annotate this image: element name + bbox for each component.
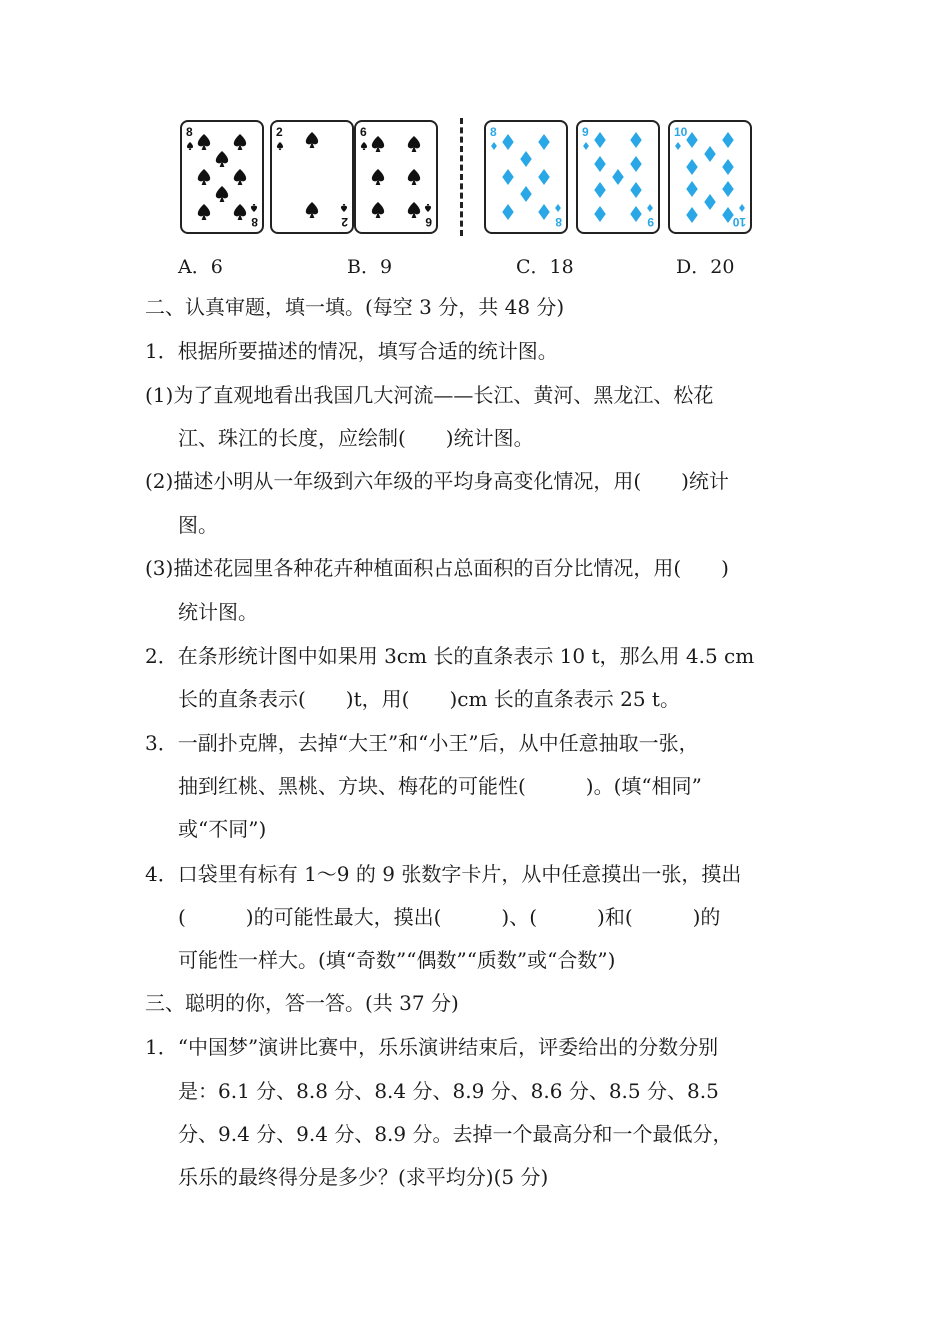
playing-cards-figure	[178, 118, 758, 236]
option-d: D．20	[676, 256, 735, 278]
spade-pip	[306, 202, 318, 218]
spade-pip	[372, 136, 384, 152]
card-diamond-10	[668, 120, 752, 234]
spade-pip	[234, 134, 246, 150]
spade-pip	[198, 204, 210, 220]
card-corner-suit-icon	[675, 142, 681, 150]
spade-pip	[216, 186, 228, 202]
spade-pip	[372, 169, 384, 185]
spade-pip	[234, 204, 246, 220]
diamond-pip	[686, 159, 698, 175]
spade-pip	[198, 169, 210, 185]
diamond-pip	[594, 182, 606, 198]
diamond-pip	[704, 146, 716, 162]
q4-line1: 4．口袋里有标有 1～9 的 9 张数字卡片，从中任意摸出一张，摸出	[145, 862, 742, 886]
diamond-pip	[686, 181, 698, 197]
spade-pip	[408, 202, 420, 218]
diamond-pip	[630, 182, 642, 198]
card-rank-top: 9	[582, 125, 589, 139]
card-spade-6	[354, 120, 438, 234]
spade-pip	[216, 151, 228, 167]
card-corner-suit-icon	[251, 204, 257, 212]
diamond-pip	[502, 204, 514, 220]
q3-line1: 3．一副扑克牌，去掉“大王”和“小王”后，从中任意抽取一张，	[145, 731, 699, 755]
diamond-pip	[612, 169, 624, 185]
diamond-pip	[686, 132, 698, 148]
section3-title: 三、聪明的你，答一答。(共 37 分)	[145, 991, 459, 1015]
diamond-pip	[704, 194, 716, 210]
diamond-pip	[722, 132, 734, 148]
card-face	[670, 122, 750, 232]
diamond-pip	[722, 207, 734, 223]
card-rank-bottom: 10	[732, 215, 746, 229]
card-rank-bottom: 2	[341, 215, 348, 229]
card-corner-suit-icon	[555, 204, 561, 212]
q1-part1-line2: 江、珠江的长度，应绘制( )统计图。	[178, 426, 534, 450]
card-corner-suit-icon	[491, 142, 497, 150]
diamond-pip	[630, 206, 642, 222]
spade-pip	[372, 202, 384, 218]
q1-part1-line1: (1)为了直观地看出我国几大河流——长江、黄河、黑龙江、松花	[145, 383, 714, 407]
diamond-pip	[722, 159, 734, 175]
card-corner-suit-icon	[277, 142, 283, 150]
q4-line3: 可能性一样大。(填“奇数”“偶数”“质数”或“合数”)	[178, 948, 616, 972]
diamond-pip	[630, 156, 642, 172]
q1-stem: 1．根据所要描述的情况，填写合适的统计图。	[145, 339, 558, 363]
spade-pip	[198, 134, 210, 150]
s3-q1-line1: 1．“中国梦”演讲比赛中，乐乐演讲结束后，评委给出的分数分别	[145, 1035, 719, 1059]
q3-line2: 抽到红桃、黑桃、方块、梅花的可能性( )。(填“相同”	[178, 774, 702, 798]
diamond-pip	[594, 156, 606, 172]
diamond-pip	[502, 169, 514, 185]
card-rank-bottom: 6	[425, 215, 432, 229]
card-corner-bottom	[732, 204, 746, 229]
card-rank-top: 10	[674, 125, 688, 139]
card-face	[182, 122, 262, 232]
card-rank-top: 8	[186, 125, 193, 139]
spade-pip	[306, 132, 318, 148]
q2-line2: 长的直条表示( )t，用( )cm 长的直条表示 25 t。	[178, 687, 680, 711]
option-a: A．6	[178, 256, 223, 278]
diamond-pip	[502, 134, 514, 150]
diamond-pip	[722, 181, 734, 197]
card-face	[486, 122, 566, 232]
spade-pip	[408, 169, 420, 185]
q1-part2-line2: 图。	[178, 513, 218, 537]
card-corner-bottom	[555, 204, 562, 229]
spade-pip	[234, 169, 246, 185]
card-spade-8	[180, 120, 264, 234]
section2-title: 二、认真审题，填一填。(每空 3 分，共 48 分)	[145, 295, 565, 319]
q1-part3-line2: 统计图。	[178, 600, 258, 624]
card-corner-bottom	[425, 204, 432, 229]
diamond-pip	[686, 207, 698, 223]
card-diamond-9	[576, 120, 660, 234]
card-corner-suit-icon	[187, 142, 193, 150]
diamond-pip	[594, 206, 606, 222]
q2-line1: 2．在条形统计图中如果用 3cm 长的直条表示 10 t，那么用 4.5 cm	[145, 644, 755, 668]
card-corner-bottom	[341, 204, 348, 229]
diamond-pip	[538, 204, 550, 220]
card-corner-suit-icon	[341, 204, 347, 212]
option-c: C．18	[516, 256, 574, 278]
diamond-pip	[538, 134, 550, 150]
s3-q1-line2: 是：6.1 分、8.8 分、8.4 分、8.9 分、8.6 分、8.5 分、8.5	[178, 1079, 719, 1103]
s3-q1-line4: 乐乐的最终得分是多少？(求平均分)(5 分)	[178, 1165, 549, 1189]
card-corner-suit-icon	[583, 142, 589, 150]
card-corner-suit-icon	[425, 204, 431, 212]
card-corner-suit-icon	[647, 204, 653, 212]
q1-part2-line1: (2)描述小明从一年级到六年级的平均身高变化情况，用( )统计	[145, 469, 729, 493]
card-rank-bottom: 9	[647, 215, 654, 229]
diamond-pip	[594, 132, 606, 148]
q3-line3: 或“不同”)	[178, 817, 267, 841]
card-rank-top: 2	[276, 125, 283, 139]
q4-line2: ( )的可能性最大，摸出( )、( )和( )的	[178, 905, 721, 929]
dashed-divider	[460, 118, 463, 236]
q1-part3-line1: (3)描述花园里各种花卉种植面积占总面积的百分比情况，用( )	[145, 556, 729, 580]
diamond-pip	[520, 151, 532, 167]
card-corner-bottom	[251, 204, 258, 229]
answer-options	[0, 252, 950, 280]
spade-pip	[408, 136, 420, 152]
diamond-pip	[538, 169, 550, 185]
card-corner-suit-icon	[361, 142, 367, 150]
diamond-pip	[520, 186, 532, 202]
card-corner-suit-icon	[739, 204, 745, 212]
card-spade-2	[270, 120, 354, 234]
card-rank-top: 8	[490, 125, 497, 139]
card-diamond-8	[484, 120, 568, 234]
card-rank-bottom: 8	[555, 215, 562, 229]
card-face	[578, 122, 658, 232]
card-face	[272, 122, 352, 232]
card-face	[356, 122, 436, 232]
card-rank-top: 6	[360, 125, 367, 139]
card-corner-bottom	[647, 204, 654, 229]
card-rank-bottom: 8	[251, 215, 258, 229]
diamond-pip	[630, 132, 642, 148]
s3-q1-line3: 分、9.4 分、9.4 分、8.9 分。去掉一个最高分和一个最低分，	[178, 1122, 733, 1146]
option-b: B．9	[347, 256, 393, 278]
